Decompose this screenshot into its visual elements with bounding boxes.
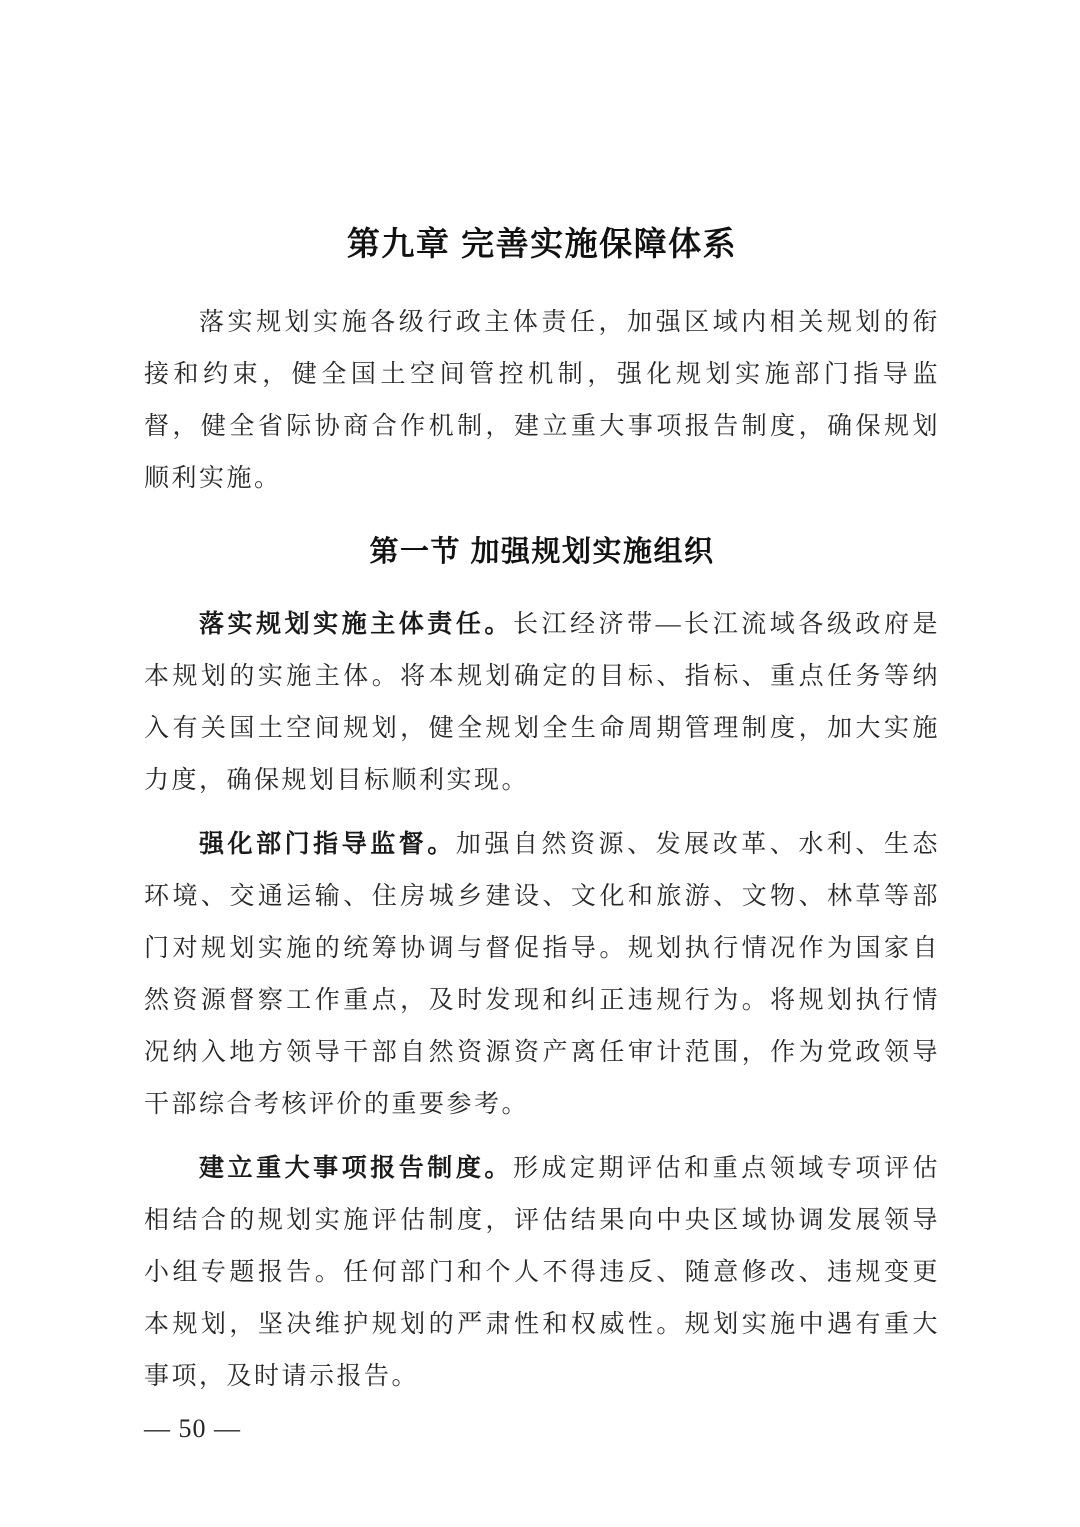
paragraph-body: 形成定期评估和重点领域专项评估相结合的规划实施评估制度，评估结果向中央区域协调发展领导小组专题报告。任何部门和个人不得违反、随意修改、违规变更本规划，坚决维护规划的严肃性和权威性。规划实施中遇有重大事项，及时请示报告。 xyxy=(144,1155,940,1390)
paragraph-body: 加强自然资源、发展改革、水利、生态环境、交通运输、住房城乡建设、文化和旅游、文物、林草等部门对规划实施的统筹协调与督促指导。规划执行情况作为国家自然资源督察工作重点，及时发现和纠正违规行为。将规划执行情况纳入地方领导干部自然资源资产离任审计范围，作为党政领导干部综合考核评价的重要参考。 xyxy=(144,831,940,1118)
chapter-title: 第九章 完善实施保障体系 xyxy=(346,225,738,262)
paragraph xyxy=(144,819,940,1131)
paragraph-lead: 落实规划实施主体责任。 xyxy=(199,611,513,638)
paragraph xyxy=(144,1143,940,1403)
paragraph-lead: 强化部门指导监督。 xyxy=(199,831,456,858)
paragraph-lead: 建立重大事项报告制度。 xyxy=(199,1155,513,1182)
page-number: — 50 — xyxy=(144,1414,241,1443)
paragraph xyxy=(144,599,940,807)
section-heading: 第一节 加强规划实施组织 xyxy=(369,536,715,568)
paragraph-body: 长江经济带—长江流域各级政府是本规划的实施主体。将本规划确定的目标、指标、重点任务等纳入有关国土空间规划，健全规划全生命周期管理制度，加大实施力度，确保规划目标顺利实现。 xyxy=(144,611,940,794)
intro-paragraph: 落实规划实施各级行政主体责任，加强区域内相关规划的衔接和约束，健全国土空间管控机制，强化规划实施部门指导监督，健全省际协商合作机制，建立重大事项报告制度，确保规划顺利实施。 xyxy=(144,309,940,492)
